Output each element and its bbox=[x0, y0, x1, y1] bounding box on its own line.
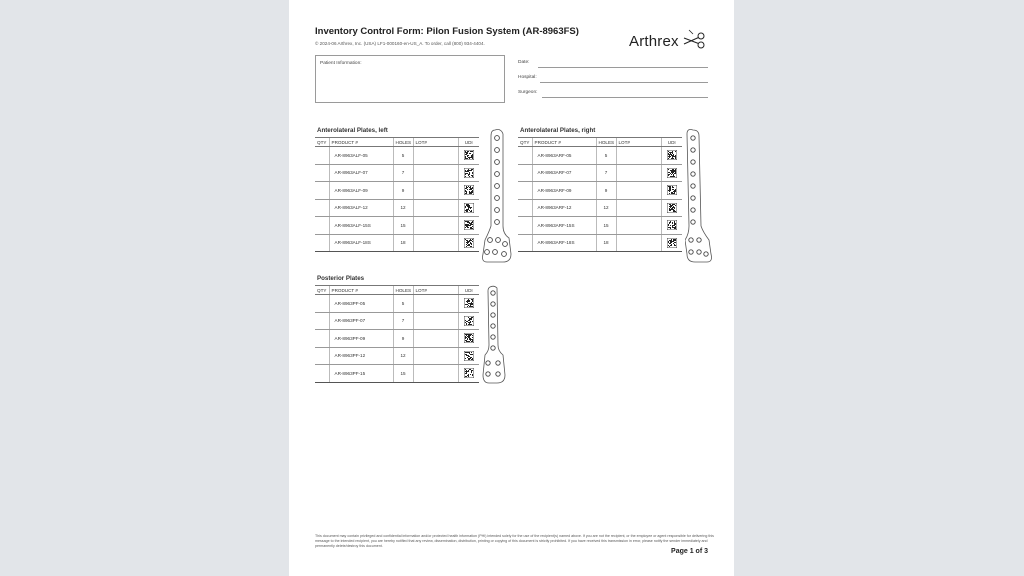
lot-cell[interactable] bbox=[616, 182, 661, 200]
table-row bbox=[518, 199, 682, 217]
qty-cell[interactable] bbox=[315, 330, 329, 348]
udi-cell bbox=[458, 312, 479, 330]
qty-cell[interactable] bbox=[315, 217, 329, 235]
product-cell: AR-8963ALF-09 bbox=[329, 182, 393, 200]
disclaimer-text: This document may contain privileged and confidential information and/or protected health information (PHI) intended solely for the use of the recipient(s) named above. If you are not the recipient, or the employee or agent responsible for delivering this message to the intended recipient, you are hereby notified that any review, dissemination, distribution, printing or copying of this document is strictly prohibited. If you have received this transmission in error, please notify the sender immediately and permanently delete/destroy this document. bbox=[315, 534, 714, 548]
lot-cell[interactable] bbox=[413, 365, 458, 383]
page-title: Inventory Control Form: Pilon Fusion System (AR-8963FS) bbox=[315, 26, 579, 37]
qty-cell[interactable] bbox=[315, 295, 329, 313]
udi-barcode-icon bbox=[667, 150, 677, 160]
holes-cell: 9 bbox=[393, 182, 413, 200]
qty-cell[interactable] bbox=[518, 147, 532, 165]
form-page bbox=[289, 0, 734, 576]
product-cell: AR-8963ALF-18S bbox=[329, 234, 393, 252]
udi-barcode-icon bbox=[464, 316, 474, 326]
lot-cell[interactable] bbox=[413, 295, 458, 313]
udi-cell bbox=[661, 234, 682, 252]
table-row bbox=[315, 217, 479, 235]
holes-cell: 15 bbox=[393, 217, 413, 235]
qty-cell[interactable] bbox=[315, 365, 329, 383]
lot-cell[interactable] bbox=[413, 312, 458, 330]
table-row bbox=[315, 295, 479, 313]
patient-info-label: Patient Information: bbox=[320, 61, 362, 66]
qty-cell[interactable] bbox=[518, 217, 532, 235]
logo-text: Arthrex bbox=[629, 33, 679, 50]
product-cell: AR-8963PF-15 bbox=[329, 365, 393, 383]
col-product: PRODUCT # bbox=[329, 138, 393, 147]
qty-cell[interactable] bbox=[518, 182, 532, 200]
product-cell: AR-8963ALF-07 bbox=[329, 164, 393, 182]
table-header-row bbox=[518, 138, 682, 147]
col-udi: UDI bbox=[458, 286, 479, 295]
col-holes: HOLES bbox=[596, 138, 616, 147]
lot-cell[interactable] bbox=[413, 347, 458, 365]
product-cell: AR-8963PF-09 bbox=[329, 330, 393, 348]
qty-cell[interactable] bbox=[315, 312, 329, 330]
holes-cell: 15 bbox=[596, 217, 616, 235]
holes-cell: 9 bbox=[596, 182, 616, 200]
udi-barcode-icon bbox=[464, 220, 474, 230]
inventory-table-posterior bbox=[315, 285, 479, 383]
udi-barcode-icon bbox=[667, 220, 677, 230]
table-row bbox=[315, 182, 479, 200]
udi-cell bbox=[458, 217, 479, 235]
qty-cell[interactable] bbox=[518, 199, 532, 217]
lot-cell[interactable] bbox=[413, 234, 458, 252]
udi-cell bbox=[661, 164, 682, 182]
udi-barcode-icon bbox=[464, 351, 474, 361]
product-cell: AR-8963ARF-15S bbox=[532, 217, 596, 235]
udi-barcode-icon bbox=[667, 168, 677, 178]
lot-cell[interactable] bbox=[413, 164, 458, 182]
holes-cell: 7 bbox=[393, 312, 413, 330]
qty-cell[interactable] bbox=[315, 164, 329, 182]
udi-barcode-icon bbox=[464, 298, 474, 308]
lot-cell[interactable] bbox=[413, 199, 458, 217]
udi-barcode-icon bbox=[667, 203, 677, 213]
product-cell: AR-8963ALF-05 bbox=[329, 147, 393, 165]
table-header-row bbox=[315, 138, 479, 147]
udi-cell bbox=[458, 295, 479, 313]
col-qty: QTY bbox=[315, 138, 329, 147]
patient-info-box[interactable] bbox=[315, 55, 505, 103]
table-row bbox=[518, 217, 682, 235]
product-cell: AR-8963ALF-12 bbox=[329, 199, 393, 217]
plate-diagram-posterior bbox=[481, 285, 507, 385]
udi-cell bbox=[458, 147, 479, 165]
product-cell: AR-8963PF-07 bbox=[329, 312, 393, 330]
qty-cell[interactable] bbox=[518, 164, 532, 182]
section-title-right: Anterolateral Plates, right bbox=[520, 127, 596, 134]
col-udi: UDI bbox=[661, 138, 682, 147]
date-line bbox=[538, 67, 708, 68]
holes-cell: 15 bbox=[393, 365, 413, 383]
udi-cell bbox=[458, 347, 479, 365]
lot-cell[interactable] bbox=[413, 217, 458, 235]
product-cell: AR-8963ALF-15S bbox=[329, 217, 393, 235]
table-row bbox=[315, 347, 479, 365]
col-holes: HOLES bbox=[393, 138, 413, 147]
col-product: PRODUCT # bbox=[532, 138, 596, 147]
hospital-line bbox=[540, 82, 708, 83]
udi-barcode-icon bbox=[667, 238, 677, 248]
product-cell: AR-8963PF-05 bbox=[329, 295, 393, 313]
holes-cell: 7 bbox=[393, 164, 413, 182]
copyright-line: © 2024-06 Arthrex, Inc. (USA) LF1-000160-en-US_A. To order, call (800) 934-4404. bbox=[315, 41, 485, 46]
udi-cell bbox=[458, 199, 479, 217]
holes-cell: 18 bbox=[596, 234, 616, 252]
holes-cell: 7 bbox=[596, 164, 616, 182]
table-row bbox=[518, 182, 682, 200]
udi-barcode-icon bbox=[464, 203, 474, 213]
qty-cell[interactable] bbox=[518, 234, 532, 252]
lot-cell[interactable] bbox=[413, 330, 458, 348]
table-row bbox=[315, 147, 479, 165]
table-row bbox=[315, 365, 479, 383]
product-cell: AR-8963ARF-12 bbox=[532, 199, 596, 217]
holes-cell: 18 bbox=[393, 234, 413, 252]
product-cell: AR-8963ARF-07 bbox=[532, 164, 596, 182]
holes-cell: 12 bbox=[596, 199, 616, 217]
lot-cell[interactable] bbox=[616, 217, 661, 235]
udi-barcode-icon bbox=[464, 333, 474, 343]
udi-cell bbox=[661, 199, 682, 217]
udi-barcode-icon bbox=[464, 185, 474, 195]
table-row bbox=[518, 147, 682, 165]
table-row bbox=[315, 234, 479, 252]
udi-cell bbox=[458, 164, 479, 182]
udi-cell bbox=[458, 365, 479, 383]
lot-cell[interactable] bbox=[616, 147, 661, 165]
qty-cell[interactable] bbox=[315, 347, 329, 365]
section-title-left: Anterolateral Plates, left bbox=[317, 127, 388, 134]
holes-cell: 9 bbox=[393, 330, 413, 348]
holes-cell: 5 bbox=[393, 295, 413, 313]
product-cell: AR-8963ARF-18S bbox=[532, 234, 596, 252]
udi-barcode-icon bbox=[464, 168, 474, 178]
col-lot: LOT# bbox=[616, 138, 661, 147]
udi-cell bbox=[458, 330, 479, 348]
product-cell: AR-8963ARF-09 bbox=[532, 182, 596, 200]
scissors-icon bbox=[681, 27, 709, 53]
udi-cell bbox=[661, 147, 682, 165]
qty-cell[interactable] bbox=[315, 199, 329, 217]
holes-cell: 12 bbox=[393, 347, 413, 365]
table-row bbox=[315, 164, 479, 182]
udi-barcode-icon bbox=[464, 368, 474, 378]
table-row bbox=[518, 164, 682, 182]
surgeon-field[interactable] bbox=[518, 88, 708, 98]
page-number: Page 1 of 3 bbox=[671, 548, 708, 555]
holes-cell: 12 bbox=[393, 199, 413, 217]
inventory-table-right bbox=[518, 137, 682, 252]
date-label: Date: bbox=[518, 60, 530, 65]
plate-diagram-right bbox=[685, 128, 713, 264]
udi-barcode-icon bbox=[667, 185, 677, 195]
udi-cell bbox=[661, 217, 682, 235]
col-qty: QTY bbox=[315, 286, 329, 295]
udi-barcode-icon bbox=[464, 238, 474, 248]
lot-cell[interactable] bbox=[413, 182, 458, 200]
arthrex-logo bbox=[629, 27, 709, 53]
table-header-row bbox=[315, 286, 479, 295]
inventory-table-left bbox=[315, 137, 479, 252]
surgeon-line bbox=[542, 97, 708, 98]
hospital-field[interactable] bbox=[518, 73, 708, 83]
plate-diagram-left bbox=[481, 128, 513, 264]
holes-cell: 5 bbox=[596, 147, 616, 165]
lot-cell[interactable] bbox=[616, 164, 661, 182]
lot-cell[interactable] bbox=[616, 234, 661, 252]
qty-cell[interactable] bbox=[315, 182, 329, 200]
table-row bbox=[315, 330, 479, 348]
qty-cell[interactable] bbox=[315, 147, 329, 165]
table-row bbox=[315, 312, 479, 330]
qty-cell[interactable] bbox=[315, 234, 329, 252]
udi-cell bbox=[458, 182, 479, 200]
lot-cell[interactable] bbox=[413, 147, 458, 165]
col-holes: HOLES bbox=[393, 286, 413, 295]
col-product: PRODUCT # bbox=[329, 286, 393, 295]
udi-barcode-icon bbox=[464, 150, 474, 160]
hospital-label: Hospital: bbox=[518, 75, 537, 80]
udi-cell bbox=[458, 234, 479, 252]
date-field[interactable] bbox=[518, 58, 708, 68]
table-row bbox=[518, 234, 682, 252]
col-lot: LOT# bbox=[413, 286, 458, 295]
product-cell: AR-8963PF-12 bbox=[329, 347, 393, 365]
section-title-posterior: Posterior Plates bbox=[317, 275, 365, 282]
col-udi: UDI bbox=[458, 138, 479, 147]
col-qty: QTY bbox=[518, 138, 532, 147]
surgeon-label: Surgeon: bbox=[518, 90, 538, 95]
lot-cell[interactable] bbox=[616, 199, 661, 217]
holes-cell: 5 bbox=[393, 147, 413, 165]
col-lot: LOT# bbox=[413, 138, 458, 147]
product-cell: AR-8963ARF-05 bbox=[532, 147, 596, 165]
table-row bbox=[315, 199, 479, 217]
udi-cell bbox=[661, 182, 682, 200]
